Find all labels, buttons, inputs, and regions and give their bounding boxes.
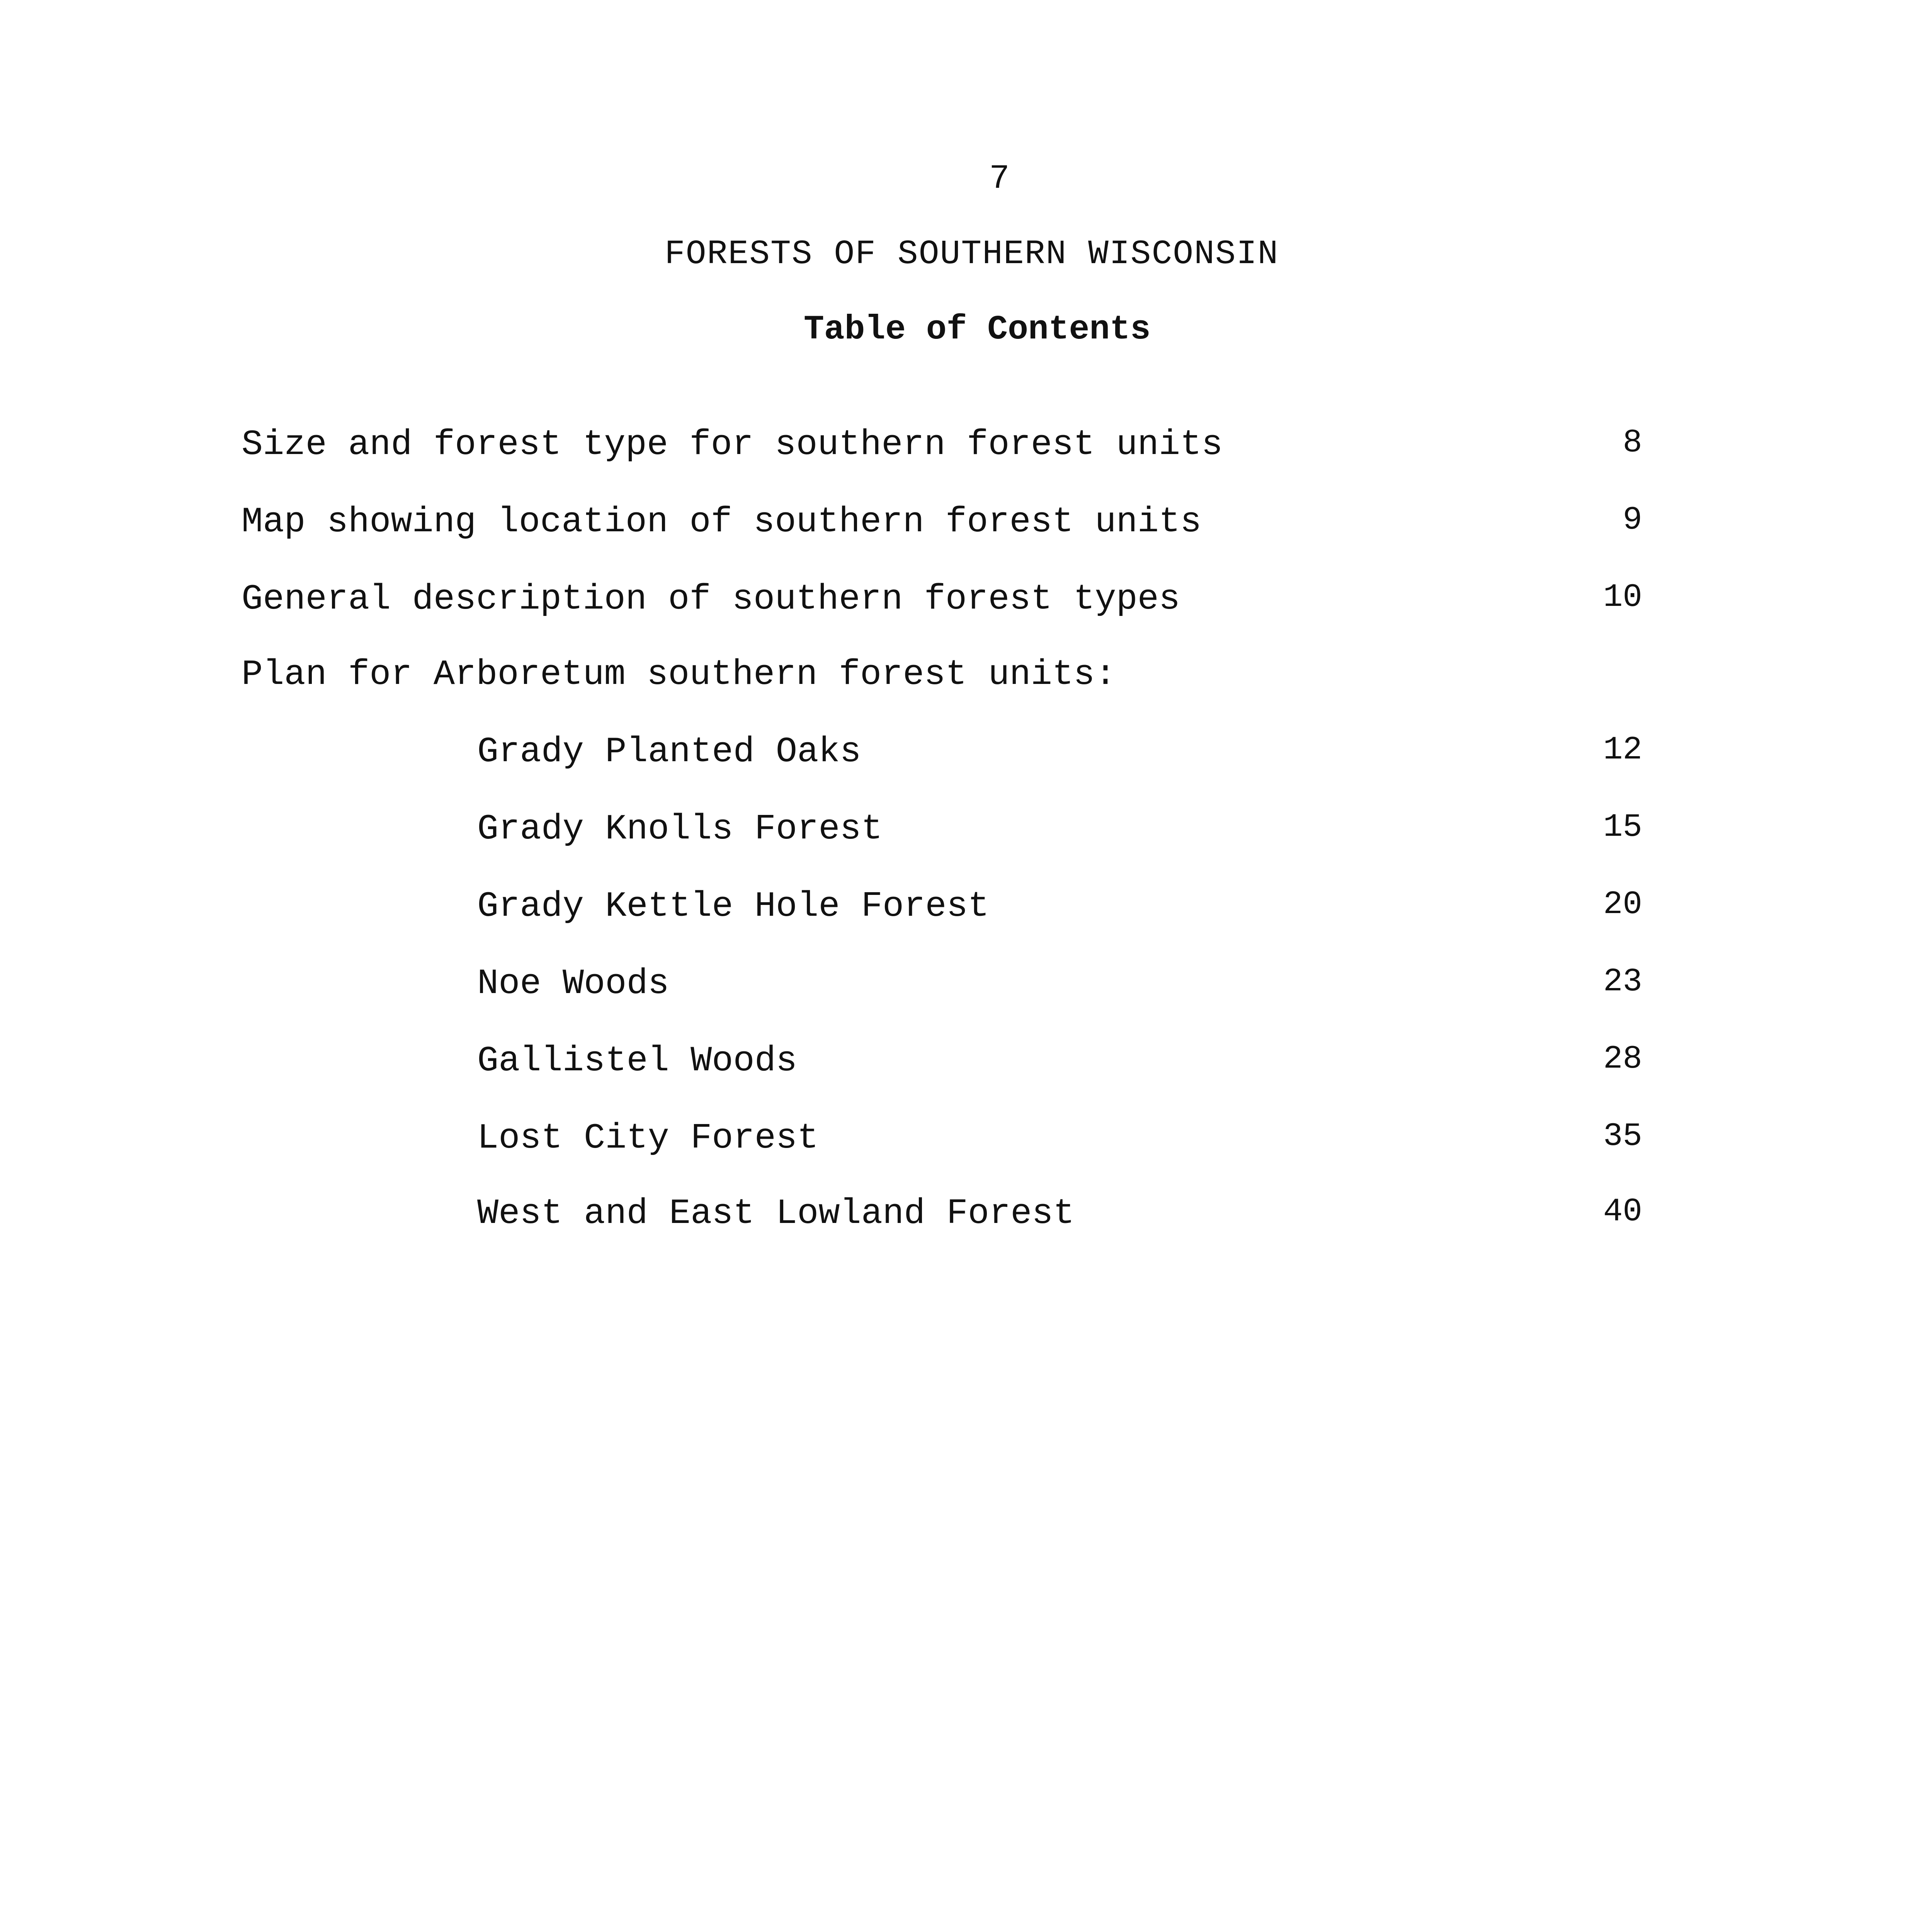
document-title: FORESTS OF SOUTHERN WISCONSIN — [665, 235, 1279, 274]
page-number: 7 — [989, 160, 1010, 198]
toc-subentry — [0, 963, 1642, 1009]
toc-subentry-label: Grady Knolls Forest — [477, 809, 883, 849]
toc-subentry — [0, 1043, 1642, 1086]
toc-subentry-label: Grady Planted Oaks — [477, 731, 861, 772]
toc-subentry-label: Lost City Forest — [477, 1118, 819, 1158]
toc-subentry-page: 20 — [1603, 886, 1642, 923]
toc-subentry — [0, 1193, 1642, 1238]
toc-entry-page: 9 — [1622, 502, 1642, 539]
toc-entry-label: Size and forest type for southern forest units — [242, 424, 1223, 465]
toc-subentry-page: 28 — [1603, 1041, 1642, 1078]
toc-subentry-page: 15 — [1603, 809, 1642, 846]
toc-subentry — [0, 886, 1642, 931]
toc-entry-label: General description of southern forest types — [242, 579, 1180, 619]
toc-section-heading — [0, 654, 1642, 699]
toc-entry — [0, 424, 1642, 469]
toc-subentry — [0, 811, 1642, 854]
toc-subentry-page: 23 — [1603, 964, 1642, 1000]
toc-subentry-page: 12 — [1603, 732, 1642, 769]
toc-subentry — [0, 731, 1642, 777]
toc-subentry-page: 40 — [1603, 1194, 1642, 1230]
toc-entry-label: Plan for Arboretum southern forest units: — [242, 654, 1116, 695]
toc-subentry-label: West and East Lowland Forest — [477, 1193, 1075, 1234]
toc-entry-label: Map showing location of southern forest units — [242, 502, 1202, 542]
toc-subentry-label: Noe Woods — [477, 963, 669, 1004]
toc-entry-page: 8 — [1622, 425, 1642, 461]
toc-entry — [0, 579, 1642, 624]
toc-entry — [0, 504, 1642, 547]
toc-subentry-label: Gallistel Woods — [477, 1041, 798, 1081]
toc-subentry — [0, 1118, 1642, 1163]
toc-subentry-page: 35 — [1603, 1118, 1642, 1155]
toc-heading: Table of Contents — [804, 311, 1151, 349]
toc-subentry-label: Grady Kettle Hole Forest — [477, 886, 990, 927]
toc-entry-page: 10 — [1603, 579, 1642, 616]
